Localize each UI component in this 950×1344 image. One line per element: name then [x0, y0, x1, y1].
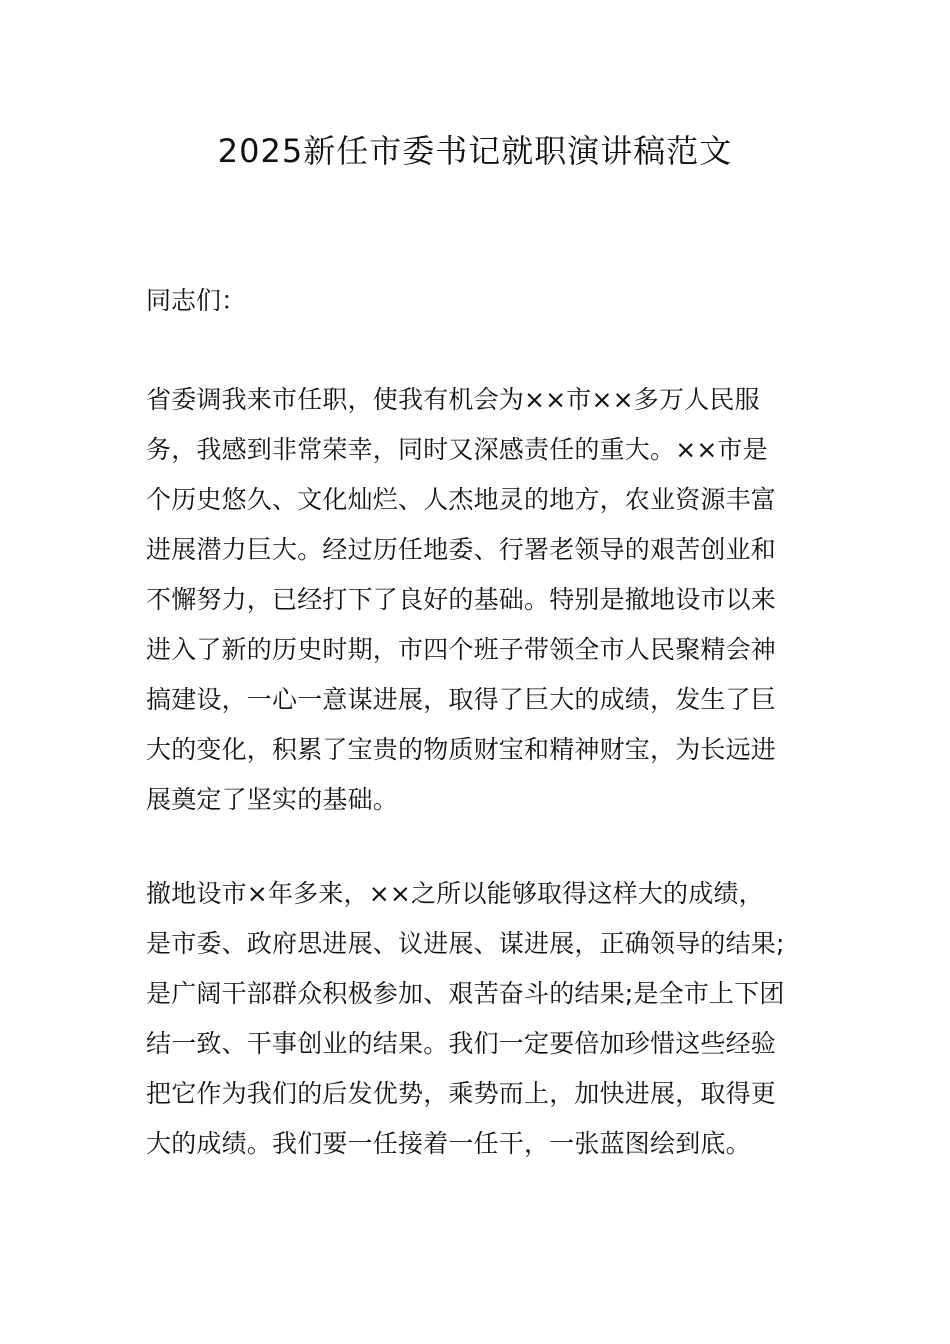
- paragraph-line: 结一致、干事创业的结果。我们一定要倍加珍惜这些经验: [146, 1029, 777, 1058]
- paragraph-line: 展奠定了坚实的基础。: [146, 785, 399, 814]
- paragraph-1: [146, 375, 810, 825]
- paragraph-line: 搞建设，一心一意谋进展，取得了巨大的成绩，发生了巨: [146, 685, 777, 714]
- paragraph-line: 省委调我来市任职，使我有机会为××市××多万人民服: [146, 385, 760, 414]
- paragraph-line: 大的变化，积累了宝贵的物质财宝和精神财宝，为长远进: [146, 735, 777, 764]
- paragraph-line: 把它作为我们的后发优势，乘势而上，加快进展，取得更: [146, 1079, 777, 1108]
- salutation: 同志们：: [146, 286, 247, 315]
- paragraph-line: 撤地设市×年多来，××之所以能够取得这样大的成绩，: [146, 879, 764, 908]
- paragraph-line: 进入了新的历史时期，市四个班子带领全市人民聚精会神: [146, 635, 777, 664]
- paragraph-line: 是广阔干部群众积极参加、艰苦奋斗的结果;是全市上下团: [146, 979, 785, 1008]
- document-title: 2025新任市委书记就职演讲稿范文: [217, 132, 733, 170]
- paragraph-line: 是市委、政府思进展、议进展、谋进展，正确领导的结果;: [146, 929, 785, 958]
- paragraph-2: [146, 869, 810, 1169]
- paragraph-line: 务，我感到非常荣幸，同时又深感责任的重大。××市是: [146, 435, 768, 464]
- paragraph-line: 个历史悠久、文化灿烂、人杰地灵的地方，农业资源丰富: [146, 485, 777, 514]
- paragraph-line: 进展潜力巨大。经过历任地委、行署老领导的艰苦创业和: [146, 535, 777, 564]
- paragraph-line: 不懈努力，已经打下了良好的基础。特别是撤地设市以来: [146, 585, 777, 614]
- paragraph-line: 大的成绩。我们要一任接着一任干，一张蓝图绘到底。: [146, 1129, 751, 1158]
